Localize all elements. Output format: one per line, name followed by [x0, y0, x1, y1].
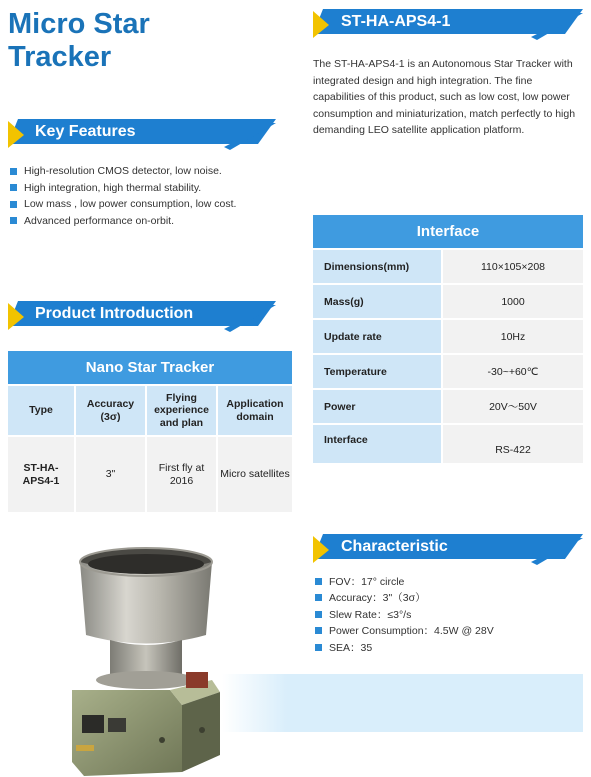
table-row	[313, 390, 583, 423]
product-intro-banner	[8, 301, 276, 333]
characteristic-heading: Characteristic	[341, 537, 448, 555]
bullet-square-icon	[10, 201, 17, 208]
table-cell: ST-HA-APS4-1	[8, 437, 76, 512]
spec-label: Interface	[313, 425, 441, 463]
bullet-square-icon	[315, 578, 322, 585]
spec-label: Power	[313, 390, 441, 423]
list-item	[10, 196, 290, 213]
title-line-2: Tracker	[8, 41, 112, 73]
list-item-text: High-resolution CMOS detector, low noise.	[24, 165, 222, 178]
nano-star-tracker-table	[8, 351, 292, 512]
bullet-square-icon	[10, 168, 17, 175]
model-banner	[313, 9, 583, 41]
list-item	[10, 163, 290, 180]
table-title: Nano Star Tracker	[8, 351, 292, 384]
title-line-1: Micro Star	[8, 8, 150, 40]
spec-value: -30~+60℃	[443, 355, 583, 388]
table-header-row	[8, 386, 292, 435]
interface-heading: Interface	[313, 215, 583, 248]
list-item-text: Advanced performance on-orbit.	[24, 214, 174, 227]
list-item	[10, 213, 290, 230]
interface-table	[313, 215, 583, 463]
key-features-heading: Key Features	[35, 122, 136, 140]
list-item-text: Low mass , low power consumption, low cost.	[24, 198, 237, 211]
key-features-banner	[8, 119, 276, 151]
bullet-square-icon	[315, 644, 322, 651]
table-row	[313, 320, 583, 353]
list-item	[315, 590, 583, 607]
list-item	[10, 180, 290, 197]
column-header: Accuracy (3σ)	[76, 386, 147, 435]
spec-value: 110×105×208	[443, 250, 583, 283]
product-intro-heading: Product Introduction	[35, 304, 194, 322]
list-item-text: SEA：35	[329, 641, 373, 654]
bullet-square-icon	[315, 611, 322, 618]
bullet-square-icon	[10, 217, 17, 224]
bullet-square-icon	[10, 184, 17, 191]
list-item-text: Power Consumption：4.5W @ 28V	[329, 625, 494, 638]
spec-value: 10Hz	[443, 320, 583, 353]
spec-value: 1000	[443, 285, 583, 318]
list-item	[315, 639, 583, 656]
list-item-text: Slew Rate：≤3°/s	[329, 608, 412, 621]
page-title	[8, 8, 150, 74]
spec-value: RS-422	[443, 425, 583, 463]
table-cell: First fly at 2016	[147, 437, 218, 512]
key-features-list	[10, 163, 290, 229]
column-header: Flying experience and plan	[147, 386, 218, 435]
table-row	[313, 425, 583, 463]
list-item	[315, 623, 583, 640]
table-row	[313, 285, 583, 318]
model-description: The ST-HA-APS4-1 is an Autonomous Star Tracker with integrated design and high integration. The fine capabilities of this product, such as low cost, low power consumption and miniaturization, match perfectly to high demanding LEO satellite application platform.	[313, 58, 576, 136]
decorative-band	[222, 674, 583, 732]
spec-label: Temperature	[313, 355, 441, 388]
table-row	[313, 250, 583, 283]
list-item	[315, 573, 583, 590]
spec-value: 20V～50V	[443, 390, 583, 423]
table-row	[313, 355, 583, 388]
column-header: Application domain	[226, 398, 284, 423]
spec-label: Dimensions(mm)	[313, 250, 441, 283]
table-row	[8, 437, 292, 512]
bullet-square-icon	[315, 594, 322, 601]
list-item-text: High integration, high thermal stability.	[24, 181, 202, 194]
column-header: Type	[8, 386, 76, 435]
list-item	[315, 606, 583, 623]
spec-label: Update rate	[313, 320, 441, 353]
spec-label: Mass(g)	[313, 285, 441, 318]
bullet-square-icon	[315, 627, 322, 634]
list-item-text: FOV：17° circle	[329, 575, 405, 588]
characteristic-list	[315, 573, 583, 656]
table-cell: Micro satellites	[220, 468, 290, 481]
model-heading: ST-HA-APS4-1	[341, 12, 451, 30]
list-item-text: Accuracy：3"（3σ）	[329, 592, 426, 605]
characteristic-banner	[313, 534, 583, 566]
table-cell: 3"	[76, 437, 147, 512]
star-tracker-product-image	[62, 540, 230, 777]
